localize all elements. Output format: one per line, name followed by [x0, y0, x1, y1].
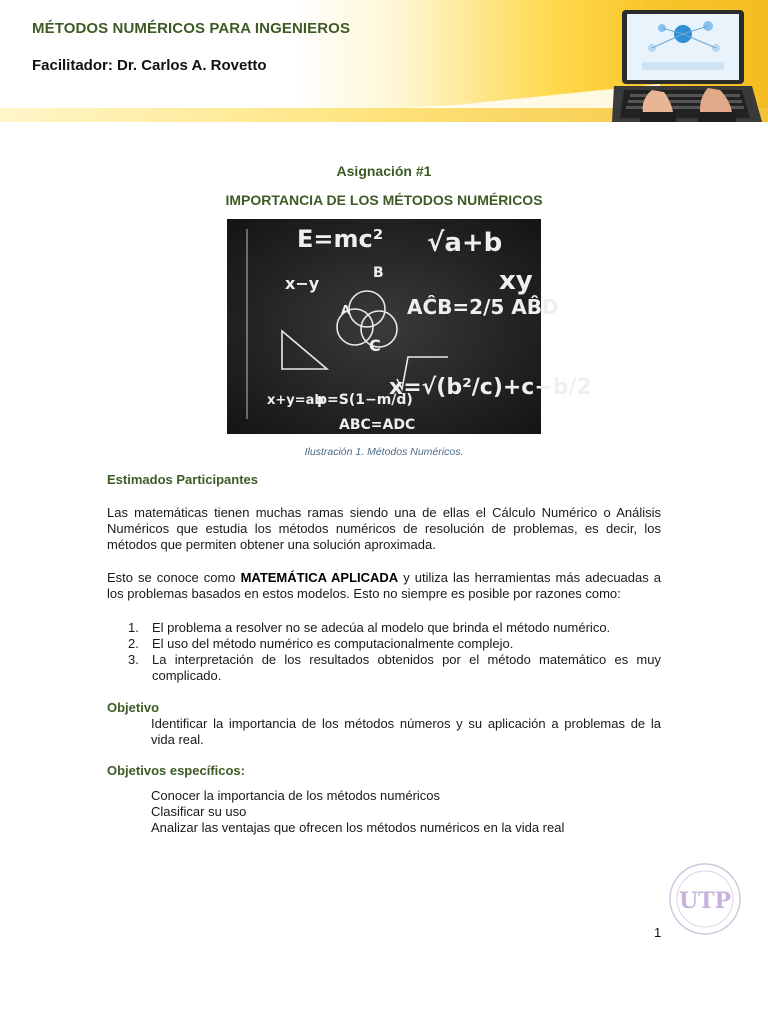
applied-math-post: y utiliza las herramientas más adecuadas a los problemas basados en estos modelos. Esto no siempre es posible por razones como: [107, 570, 661, 601]
specific-objective-item: Clasificar su uso [151, 804, 247, 819]
board-formula-root: √a+b [427, 228, 503, 258]
board-formula-quadratic: x=√(b²/c)+c−b/2 [389, 375, 592, 400]
board-formula-energy: E=mc² [297, 225, 384, 253]
university-seal-logo [668, 860, 742, 938]
board-label-a: A [341, 303, 351, 317]
list-item-text: La interpretación de los resultados obtenidos por el método matemático es muy complicado. [152, 652, 661, 683]
laptop-hands-illustration [612, 6, 762, 122]
list-item-number: 2. [128, 636, 139, 651]
list-item-number: 1. [128, 620, 139, 635]
list-item-number: 3. [128, 652, 139, 667]
greeting-heading: Estimados Participantes [107, 472, 258, 487]
page-header [0, 0, 768, 122]
list-item [107, 636, 661, 652]
board-formula-p: p=S(1−m/d) [317, 392, 413, 408]
specific-objective-item: Conocer la importancia de los métodos numéricos [151, 788, 441, 803]
chalkboard-image [227, 219, 592, 434]
board-formula-sum: x+y=ab [267, 393, 324, 408]
board-formula-angles: AĈB=2/5 AB̂D [407, 295, 559, 319]
facilitator-line: Facilitador: Dr. Carlos A. Rovetto [32, 57, 267, 74]
list-item [107, 652, 661, 684]
list-item [107, 620, 661, 636]
objective-text: Identificar la importancia de los métodos números y su aplicación a problemas de la vida real. [151, 716, 661, 747]
chalkboard-drawing [227, 219, 592, 434]
reasons-list [107, 620, 661, 684]
objective-heading: Objetivo [107, 700, 160, 715]
board-formula-diff: x−y [285, 274, 320, 293]
seal-letters: UTP [678, 888, 732, 914]
specific-objective-item: Analizar las ventajas que ofrecen los métodos numéricos en la vida real [151, 820, 565, 835]
board-formula-xy: xy [499, 266, 533, 296]
assignment-title: IMPORTANCIA DE LOS MÉTODOS NUMÉRICOS [225, 192, 543, 208]
applied-math-pre: Esto se conoce como [107, 570, 241, 585]
board-label-c: C [369, 336, 381, 355]
intro-paragraph: Las matemáticas tienen muchas ramas siendo una de ellas el Cálculo Numérico o Análisis Numéricos que estudia los métodos numéricos de resolución de problemas, es decir, los métodos que permiten obtener una solución aproximada. [107, 505, 661, 552]
applied-math-paragraph [107, 570, 661, 602]
list-item-text: El problema a resolver no se adecúa al modelo que brinda el método numérico. [152, 620, 611, 635]
course-title: MÉTODOS NUMÉRICOS PARA INGENIEROS [32, 20, 351, 37]
board-label-b: B [373, 265, 384, 281]
page-number: 1 [654, 925, 662, 940]
assignment-number: Asignación #1 [336, 163, 432, 179]
board-formula-abc: ABC=ADC [339, 417, 416, 433]
figure-caption: Ilustración 1. Métodos Numéricos. [304, 446, 464, 458]
applied-math-bold: MATEMÁTICA APLICADA [240, 570, 399, 585]
list-item-text: El uso del método numérico es computacionalmente complejo. [152, 636, 514, 651]
specific-objectives-heading: Objetivos específicos: [107, 763, 245, 778]
